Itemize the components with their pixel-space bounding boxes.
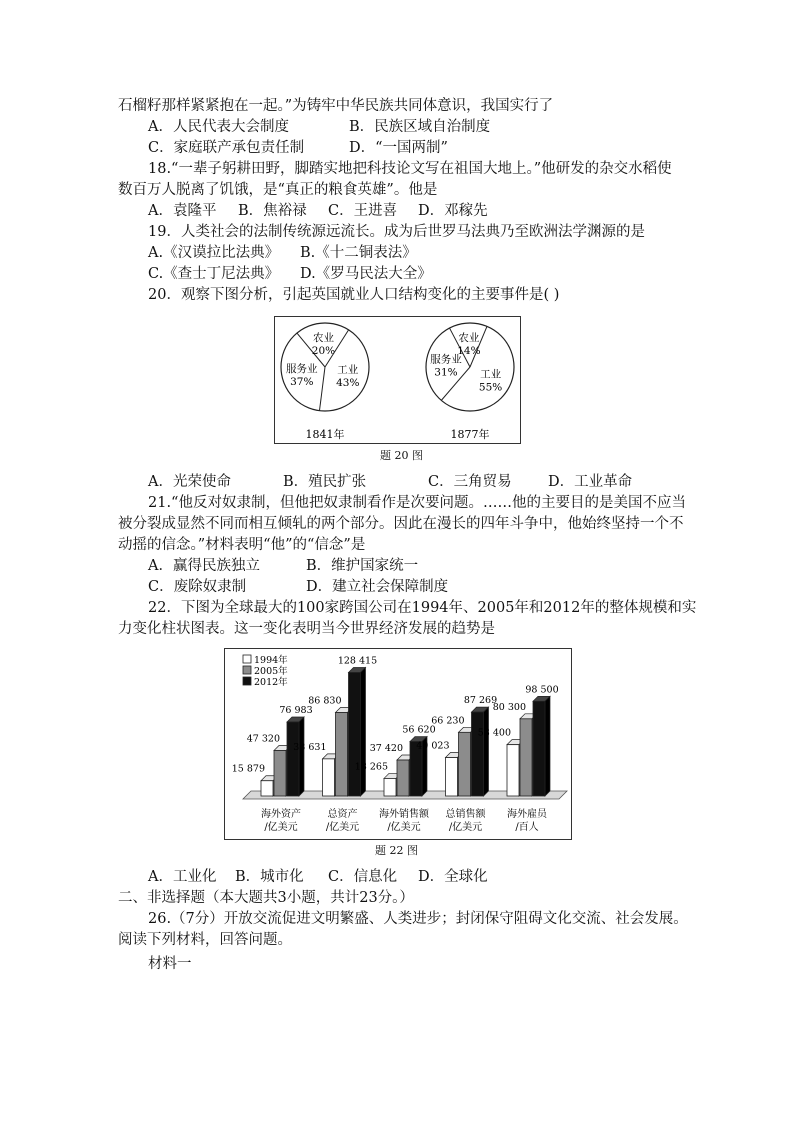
q26-stem-line1: 26.（7分）开放交流促进文明繁盛、人类进步；封闭保守阻碍文化交流、社会发展。 <box>148 911 688 927</box>
q19-option-c: C.《查士丁尼法典》 <box>148 266 280 282</box>
section-2-heading: 二、非选择题（本大题共3小题，共计23分。） <box>118 890 414 906</box>
bar-value-label: 40 023 <box>416 740 450 752</box>
bar <box>446 758 458 796</box>
figure-20-caption: 题 20 图 <box>380 449 423 462</box>
material-1-label: 材料一 <box>148 956 192 972</box>
figure-22-caption: 题 22 图 <box>375 844 418 857</box>
bar <box>287 722 299 796</box>
category-label: /亿美元 <box>387 822 421 833</box>
legend-label: 1994年 <box>254 655 288 666</box>
q17-option-b: B．民族区域自治制度 <box>349 119 491 135</box>
q22-option-d: D．全球化 <box>418 869 488 885</box>
bar <box>507 745 519 796</box>
figure-22 <box>224 648 572 840</box>
q19-stem: 19．人类社会的法制传统源远流长。成为后世罗马法典乃至欧洲法学渊源的是 <box>148 224 645 240</box>
q18-stem-line1: 18.“一辈子躬耕田野，脚踏实地把科技论文写在祖国大地上。”他研发的杂交水稻使 <box>148 161 672 177</box>
pie-slice-value: 14% <box>457 344 481 357</box>
legend-swatch <box>243 655 251 663</box>
pie-slice-value: 31% <box>434 366 458 379</box>
bar <box>274 751 286 797</box>
category-label: /亿美元 <box>264 822 298 833</box>
bar-side <box>545 696 550 796</box>
q21-option-d: D．建立社会保障制度 <box>306 579 449 595</box>
category-label: /亿美元 <box>325 822 360 833</box>
pie-slice-value: 37% <box>290 375 314 388</box>
bar-value-label: 15 879 <box>231 763 265 775</box>
bar <box>520 719 532 796</box>
bar-value-label: 98 500 <box>525 684 559 696</box>
bar-value-label: 86 830 <box>308 695 342 707</box>
bar <box>323 759 335 796</box>
q18-option-d: D．邓稼先 <box>418 203 488 219</box>
pie-slice-label: 农业 <box>458 331 480 344</box>
q17-option-a: A．人民代表大会制度 <box>148 119 289 135</box>
category-label: 海外雇员 <box>507 809 547 820</box>
q18-option-a: A．袁隆平 <box>148 203 217 219</box>
bar-value-label: 38 631 <box>293 741 327 753</box>
category-label: 海外资产 <box>261 809 301 820</box>
bar-value-label: 128 415 <box>337 655 378 667</box>
bar-value-label: 87 269 <box>463 695 498 707</box>
pie-year-label: 1877年 <box>450 428 490 441</box>
figure-20 <box>274 316 521 444</box>
bar-value-label: 37 420 <box>369 743 403 755</box>
pie-slice-label: 农业 <box>312 331 334 344</box>
q22-stem-line2: 力变化柱状图表。这一变化表明当今世界经济发展的趋势是 <box>118 621 495 637</box>
q21-stem-line2: 被分裂成显然不同而相互倾轧的两个部分。因此在漫长的四年斗争中，他始终坚持一个不 <box>118 516 684 532</box>
bar-value-label: 18 265 <box>354 761 388 773</box>
legend-swatch <box>243 677 251 685</box>
q20-option-c: C．三角贸易 <box>428 474 512 490</box>
pie-slice-label: 服务业 <box>286 362 318 375</box>
q18-stem-line2: 数百万人脱离了饥饿，是“真正的粮食英雄”。他是 <box>118 182 438 198</box>
category-label: 总资产 <box>327 809 358 820</box>
legend-label: 2012年 <box>254 677 288 688</box>
q17-stem-tail: 石榴籽那样紧紧抱在一起。”为铸牢中华民族共同体意识，我国实行了 <box>118 98 554 114</box>
bar-value-label: 56 620 <box>402 724 436 736</box>
category-label: /亿美元 <box>448 822 483 833</box>
bar <box>336 713 348 796</box>
bar-value-label: 53 400 <box>477 727 511 739</box>
q20-option-a: A．光荣使命 <box>148 474 231 490</box>
pie-slice-value: 20% <box>311 344 336 357</box>
q21-option-b: B．维护国家统一 <box>306 558 419 574</box>
category-label: /百人 <box>515 822 539 833</box>
bar-side <box>361 668 366 796</box>
q22-stem-line1: 22．下图为全球最大的100家跨国公司在1994年、2005年和2012年的整体规模和实 <box>148 600 697 616</box>
bar-value-label: 76 983 <box>279 704 313 716</box>
q21-option-c: C．废除奴隶制 <box>148 579 247 595</box>
legend-swatch <box>243 666 251 674</box>
category-label: 海外销售额 <box>379 809 429 820</box>
bar <box>397 760 409 796</box>
bar <box>459 732 471 796</box>
bar <box>533 701 545 796</box>
q18-option-c: C．王进喜 <box>328 203 398 219</box>
q22-option-c: C．信息化 <box>328 869 398 885</box>
q26-stem-line2: 阅读下列材料，回答问题。 <box>118 932 292 948</box>
q20-option-d: D．工业革命 <box>548 474 633 490</box>
pie-slice-label: 工业 <box>337 364 359 377</box>
q20-option-b: B．殖民扩张 <box>283 474 367 490</box>
q17-option-d: D．“一国两制” <box>349 140 448 156</box>
bar-value-label: 47 320 <box>246 733 280 745</box>
q21-stem-line3: 动摇的信念。”材料表明“他”的“信念”是 <box>118 537 366 553</box>
pie-slice-value: 55% <box>478 381 503 394</box>
bar <box>384 778 396 796</box>
legend-label: 2005年 <box>254 666 288 677</box>
q21-stem-line1: 21.“他反对奴隶制，但他把奴隶制看作是次要问题。……他的主要目的是美国不应当 <box>148 495 686 511</box>
pie-year-label: 1841年 <box>305 428 345 441</box>
bar <box>472 712 484 796</box>
category-label: 总销售额 <box>445 809 486 820</box>
pie-1 <box>281 323 369 441</box>
bar-value-label: 66 230 <box>431 715 465 727</box>
bar-side <box>484 707 489 796</box>
q18-option-b: B．焦裕禄 <box>238 203 307 219</box>
q20-stem: 20．观察下图分析，引起英国就业人口结构变化的主要事件是( ) <box>148 287 560 303</box>
q19-option-b: B.《十二铜表法》 <box>300 245 417 261</box>
pie-slice-label: 工业 <box>480 368 502 381</box>
pie-slice-value: 43% <box>336 377 360 390</box>
pie-2 <box>426 323 514 441</box>
bar <box>261 781 273 796</box>
bar-chart <box>225 649 571 839</box>
bar-side <box>299 717 304 796</box>
q19-option-d: D.《罗马民法大全》 <box>300 266 432 282</box>
bar-value-label: 80 300 <box>492 701 526 713</box>
q17-option-c: C．家庭联产承包责任制 <box>148 140 305 156</box>
q22-option-b: B．城市化 <box>235 869 304 885</box>
pie-charts <box>275 317 520 443</box>
q21-option-a: A．赢得民族独立 <box>148 558 260 574</box>
q19-option-a: A.《汉谟拉比法典》 <box>148 245 280 261</box>
pie-slice-label: 服务业 <box>430 353 462 366</box>
q22-option-a: A．工业化 <box>148 869 217 885</box>
bar <box>349 673 361 796</box>
